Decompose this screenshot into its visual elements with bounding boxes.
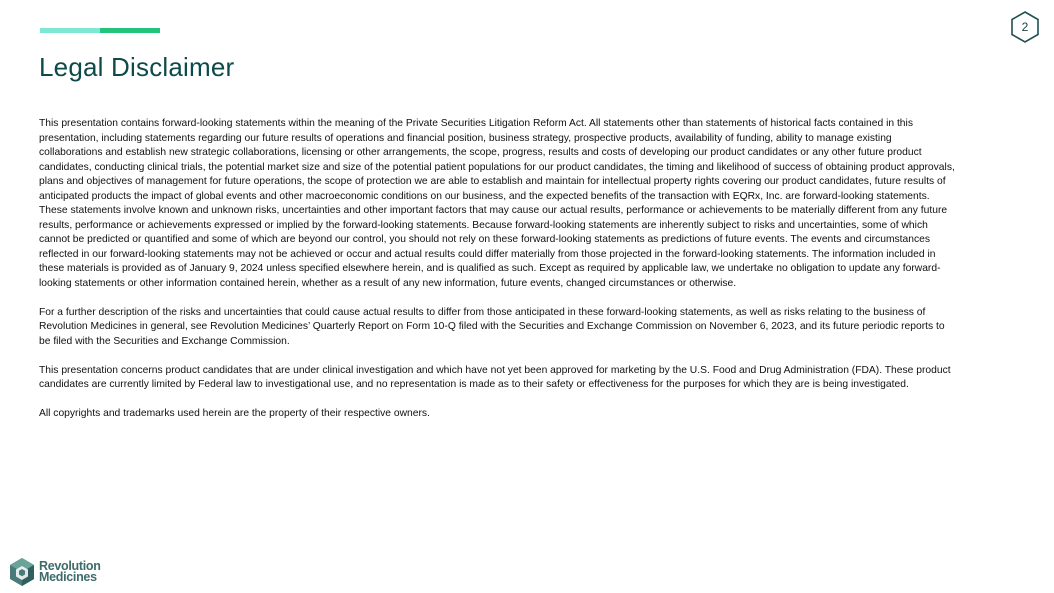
logo-wordmark <box>39 561 101 583</box>
accent-bar-light <box>40 28 100 33</box>
accent-bar <box>40 28 160 33</box>
disclaimer-paragraph-risks: For a further description of the risks and uncertainties that could cause actual results to differ from those anticipated in these forward-looking statements, as well as risks relating to the business of Revolution Medicines in general, see Revolution Medicines’ Quarterly Report on Form 10-Q filed with the Securities and Exchange Commission on November 6, 2023, and its future periodic reports to be filed with the Securities and Exchange Commission. <box>39 306 945 347</box>
logo-line-1: Revolution <box>39 559 101 573</box>
accent-bar-dark <box>100 28 160 33</box>
disclaimer-paragraph-fda: This presentation concerns product candidates that are under clinical investigation and which have not yet been approved for marketing by the U.S. Food and Drug Administration (FDA). These product candidates are currently limited by Federal law to investigational use, and no representation is made as to their safety or effectiveness for the purposes for which they are is being investigated. <box>39 364 951 390</box>
logo-line-2: Medicines <box>39 570 97 584</box>
disclaimer-paragraph-trademarks: All copyrights and trademarks used herein are the property of their respective owners. <box>39 408 430 419</box>
company-logo <box>9 557 101 587</box>
disclaimer-body <box>39 117 957 436</box>
page-number-badge <box>1008 10 1042 44</box>
page-title: Legal Disclaimer <box>39 52 235 82</box>
hexagon-logo-icon <box>9 557 35 587</box>
page-number: 2 <box>1021 20 1029 34</box>
disclaimer-paragraph-forward-looking: This presentation contains forward-looking statements within the meaning of the Private Securities Litigation Reform Act. All statements other than statements of historical facts contained in this presentation, including statements regarding our future results of operations and financial position, business strategy, prospective products, availability of funding, ability to manage existing collaborations and establish new strategic collaborations, licensing or other arrangements, the scope, progress, results and costs of developing our product candidates or any other future product candidates, conducting clinical trials, the potential market size and size of the potential patient populations for our product candidates, the timing and likelihood of success of obtaining product approvals, plans and objectives of management for future operations, the scope of protection we are able to establish and maintain for intellectual property rights covering our product candidates, future results of anticipated products the impact of global events and other macroeconomic conditions on our business, and the expected benefits of the transaction with EQRx, Inc. are forward-looking statements. These statements involve known and unknown risks, uncertainties and other important factors that may cause our actual results, performance or achievements to be materially different from any future results, performance or achievements expressed or implied by the forward-looking statements. Because forward-looking statements are inherently subject to risks and uncertainties, some of which cannot be predicted or quantified and some of which are beyond our control, you should not rely on these forward-looking statements as predictions of future events. The events and circumstances reflected in our forward-looking statements may not be achieved or occur and actual results could differ materially from those projected in the forward-looking statements. The information included in these materials is provided as of January 9, 2024 unless specified elsewhere herein, and is qualified as such. Except as required by applicable law, we undertake no obligation to update any forward-looking statements or other information contained herein, whether as a result of any new information, future events, changed circumstances or otherwise. <box>39 118 955 289</box>
